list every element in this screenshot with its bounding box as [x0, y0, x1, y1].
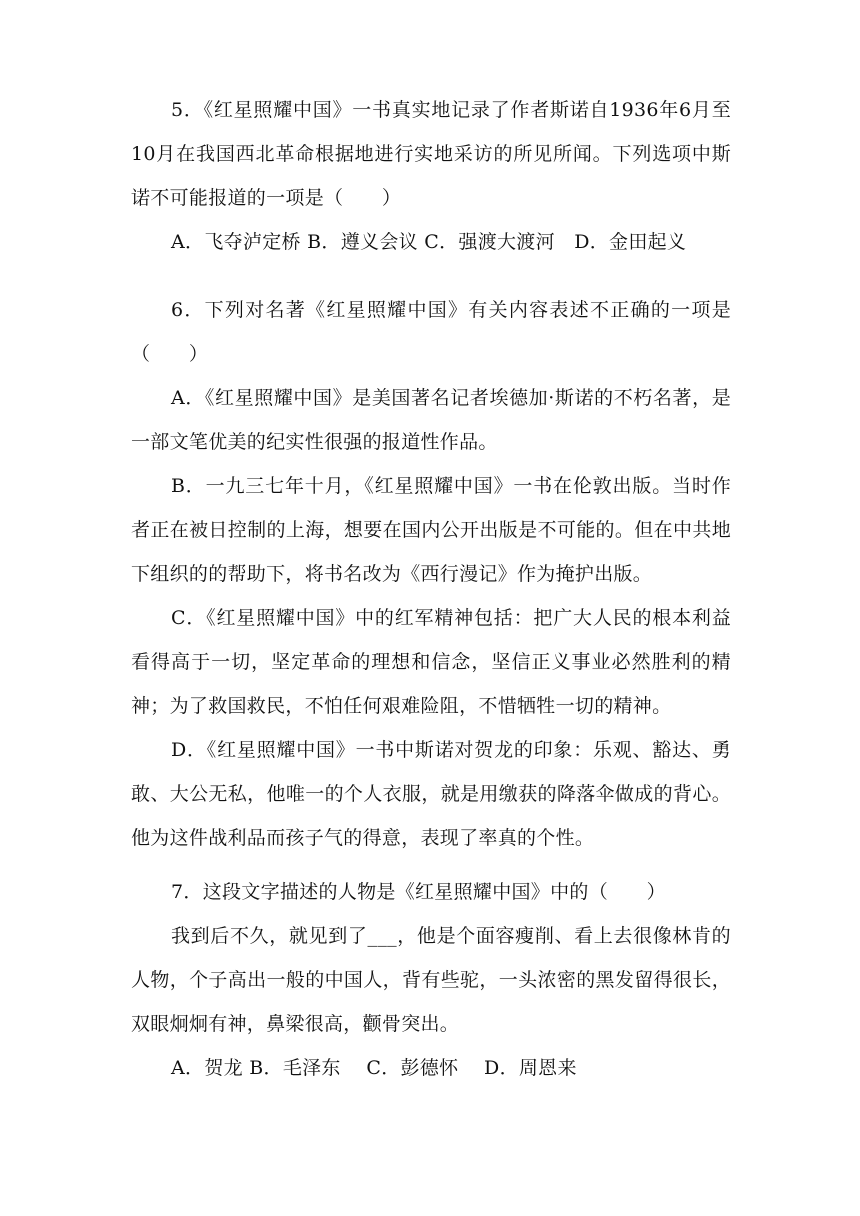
question-7-options: A．贺龙 B．毛泽东 C．彭德怀 D．周恩来	[171, 1057, 577, 1079]
question-7	[131, 870, 731, 1090]
question-5-options: A．飞夺泸定桥 B．遵义会议 C．强渡大渡河 D．金田起义	[171, 231, 687, 253]
question-6-option-c: C．《红星照耀中国》中的红军精神包括：把广大人民的根本利益看得高于一切，坚定革命的理想和信念，坚信正义事业必然胜利的精神；为了救国救民，不怕任何艰难险阻，不惜牺牲一切的精神。	[131, 607, 731, 717]
question-7-passage: 我到后不久，就见到了___，他是个面容瘦削、看上去很像林肯的人物，个子高出一般的中国人，背有些驼，一头浓密的黑发留得很长，双眼炯炯有神，鼻梁很高，颧骨突出。	[131, 925, 731, 1035]
question-5-stem: 5．《红星照耀中国》一书真实地记录了作者斯诺自1936年6月至10月在我国西北革命根据地进行实地采访的所见所闻。下列选项中斯诺不可能报道的一项是（ ）	[131, 99, 731, 209]
question-7-stem: 7．这段文字描述的人物是《红星照耀中国》中的（ ）	[171, 881, 666, 903]
question-6-option-a: A．《红星照耀中国》是美国著名记者埃德加·斯诺的不朽名著，是一部文笔优美的纪实性很强的报道性作品。	[131, 387, 731, 453]
question-6-stem: 6．下列对名著《红星照耀中国》有关内容表述不正确的一项是（ ）	[131, 299, 731, 365]
question-5	[131, 88, 731, 264]
question-6-option-b: B．一九三七年十月，《红星照耀中国》一书在伦敦出版。当时作者正在被日控制的上海，想要在国内公开出版是不可能的。但在中共地下组织的的帮助下，将书名改为《西行漫记》作为掩护出版。	[131, 475, 731, 585]
question-6-option-d: D．《红星照耀中国》一书中斯诺对贺龙的印象：乐观、豁达、勇敢、大公无私，他唯一的个人衣服，就是用缴获的降落伞做成的背心。他为这件战利品而孩子气的得意，表现了率真的个性。	[131, 739, 731, 849]
question-6	[131, 288, 731, 860]
